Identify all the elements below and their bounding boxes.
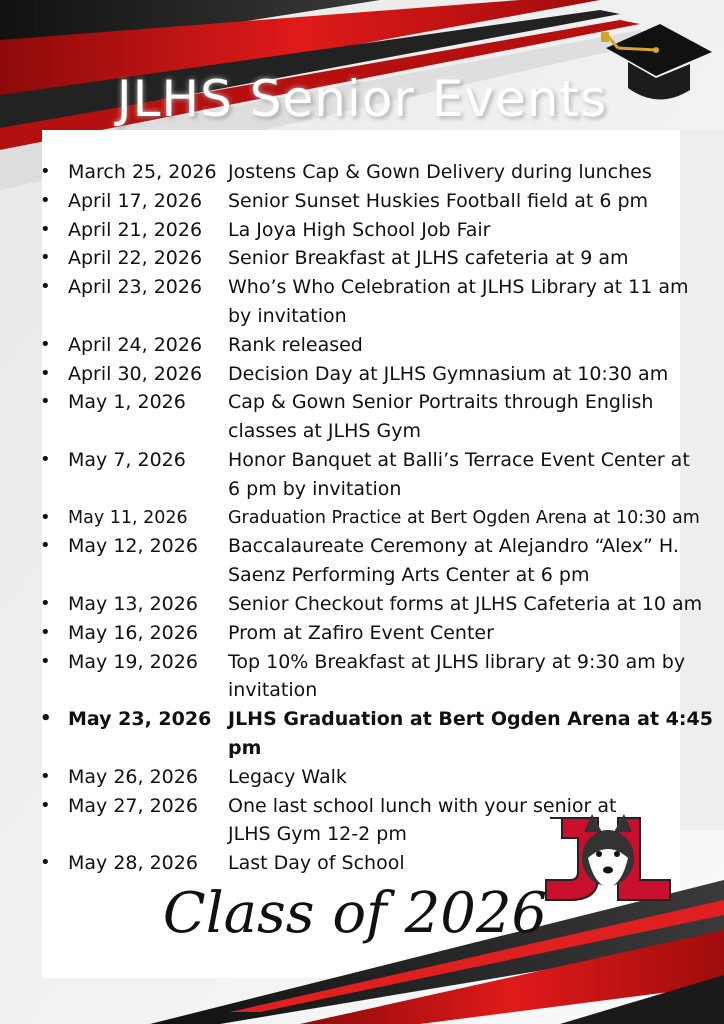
class-of-2026-script [162,850,548,970]
event-item [40,388,724,446]
event-date: • May 12, 2026 [68,535,198,558]
event-description: JLHS Graduation at Bert Ogden Arena at 4:45 pm [228,708,713,759]
event-description: One last school lunch with your senior at JLHS Gym 12-2 pm [228,794,617,846]
event-description: Senior Breakfast at JLHS cafeteria at 9 am [228,247,629,270]
husky-mascot-logo [540,808,676,906]
event-description: Jostens Cap & Gown Delivery during lunches [228,161,652,183]
event-description: Last Day of School [228,852,405,875]
events-list [40,158,724,878]
closing-script-text: Class of 2026 [162,881,548,946]
event-item [40,648,724,706]
event-description: Legacy Walk [228,765,347,788]
event-description: La Joya High School Job Fair [228,218,491,241]
event-date: • May 28, 2026 [68,852,198,875]
event-item [40,590,724,619]
event-description: Graduation Practice at Bert Ogden Arena at 10:30 am [228,507,700,528]
graduation-cap-icon [598,18,716,116]
event-item [40,360,724,389]
event-date: • May 1, 2026 [68,391,186,414]
event-item [40,705,724,763]
event-date: • March 25, 2026 [68,161,217,183]
event-item [40,273,724,331]
event-date: • April 30, 2026 [68,362,203,385]
event-item [40,763,724,792]
event-item [40,216,724,245]
event-date: • May 19, 2026 [68,650,198,673]
event-description: Baccalaureate Ceremony at Alejandro “Alex” H. Saenz Performing Arts Center at 6 pm [228,535,679,587]
event-description: Cap & Gown Senior Portraits through English classes at JLHS Gym [228,391,654,443]
event-date: • April 21, 2026 [68,218,203,241]
event-description: Senior Sunset Huskies Football field at 6 pm [228,189,649,212]
event-description: Decision Day at JLHS Gymnasium at 10:30 am [228,362,669,385]
event-description: Top 10% Breakfast at JLHS library at 9:30 am by invitation [228,650,686,702]
event-item [40,244,724,273]
event-item [40,446,724,504]
event-date: • April 24, 2026 [68,333,203,356]
event-date: • May 13, 2026 [68,592,198,615]
event-item [40,187,724,216]
event-item [40,504,724,533]
event-item [40,532,724,590]
page-title: JLHS Senior Events [116,70,608,128]
event-description: Senior Checkout forms at JLHS Cafeteria at 10 am [228,592,703,615]
event-description: Who’s Who Celebration at JLHS Library at 11 am by invitation [228,276,689,327]
event-date: • May 16, 2026 [68,621,198,644]
event-date: • April 17, 2026 [68,189,203,212]
event-item [40,158,724,187]
event-date: • April 22, 2026 [68,247,203,270]
event-date: • May 7, 2026 [68,448,186,471]
event-date: • May 11, 2026 [68,507,188,528]
event-date: • May 23, 2026 [68,708,212,731]
event-item [40,619,724,648]
event-description: Rank released [228,333,363,356]
event-description: Prom at Zafiro Event Center [228,621,494,644]
event-item [40,331,724,360]
event-date: • May 27, 2026 [68,794,198,817]
event-date: • May 26, 2026 [68,765,198,788]
event-date: • April 23, 2026 [68,276,203,299]
event-description: Honor Banquet at Balli’s Terrace Event Center at 6 pm by invitation [228,448,690,500]
